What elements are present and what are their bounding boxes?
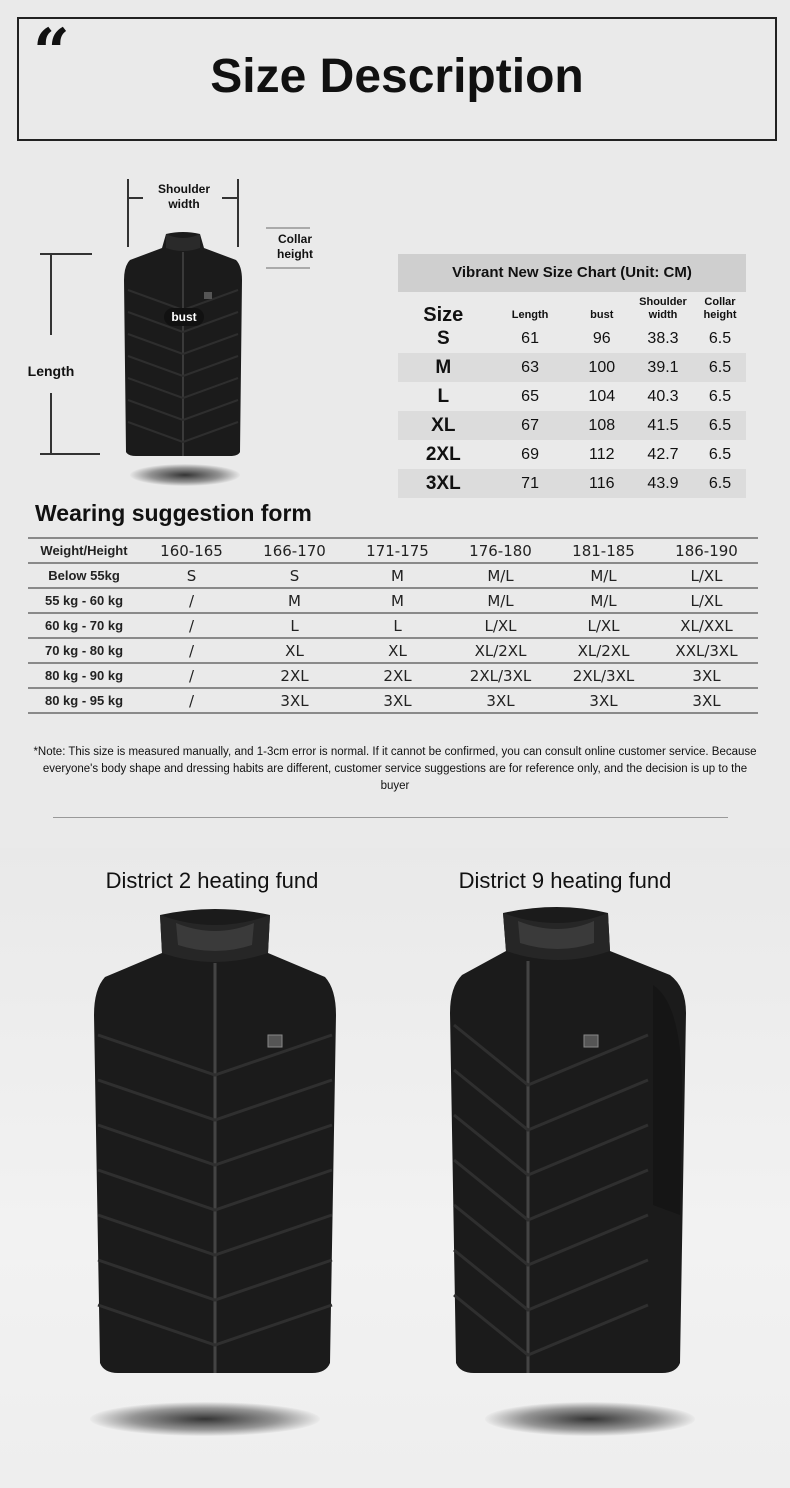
size-chart-cell-length: 61 xyxy=(521,329,539,347)
wearing-row xyxy=(28,588,758,613)
vest-shadow-district-2 xyxy=(90,1402,320,1436)
wearing-title: Wearing suggestion form xyxy=(35,500,312,526)
small-vest-shadow xyxy=(130,464,240,486)
length-top-marker xyxy=(40,253,92,255)
wearing-row xyxy=(28,613,758,638)
size-chart-cell-length: 65 xyxy=(521,387,539,405)
wearing-cell: L/XL xyxy=(655,563,758,588)
wearing-cell: 3XL xyxy=(243,688,346,713)
wearing-row-header: 70 kg - 80 kg xyxy=(28,638,140,663)
size-chart-cell-length: 71 xyxy=(489,469,572,498)
wearing-cell: / xyxy=(140,588,243,613)
size-chart-cell-shoulder: 39.1 xyxy=(632,353,694,382)
page-title: Size Description xyxy=(210,50,584,103)
wearing-cell: L xyxy=(346,613,449,638)
size-chart-cell-shoulder: 41.5 xyxy=(632,411,694,440)
size-chart-table xyxy=(398,296,746,498)
wearing-cell: 160-165 xyxy=(140,538,243,563)
wearing-cell: M xyxy=(346,563,449,588)
wearing-cell: / xyxy=(140,688,243,713)
wearing-cell: XL/2XL xyxy=(449,638,552,663)
wearing-cell: XL/2XL xyxy=(552,638,655,663)
wearing-cell: XL/XXL xyxy=(655,613,758,638)
double-quote-icon: “ xyxy=(33,15,70,90)
wearing-cell: 3XL xyxy=(346,688,449,713)
wearing-cell: / xyxy=(140,638,243,663)
wearing-header-row xyxy=(28,538,758,563)
col-header-bust: bust xyxy=(590,309,614,321)
wearing-row-header: Weight/Height xyxy=(28,538,140,563)
col-header-collar: Collar height xyxy=(703,296,737,321)
wearing-cell: 3XL xyxy=(655,688,758,713)
size-chart-row xyxy=(398,382,746,411)
shoulder-left-tick xyxy=(127,197,143,199)
wearing-cell: 3XL xyxy=(655,663,758,688)
wearing-cell: M/L xyxy=(552,563,655,588)
wearing-cell: L xyxy=(243,613,346,638)
wearing-cell: 2XL/3XL xyxy=(552,663,655,688)
size-chart-cell-collar: 6.5 xyxy=(694,411,746,440)
wearing-cell: 171-175 xyxy=(346,538,449,563)
wearing-cell: S xyxy=(243,563,346,588)
wearing-cell: 2XL xyxy=(346,663,449,688)
wearing-cell: M/L xyxy=(552,588,655,613)
wearing-cell: L/XL xyxy=(552,613,655,638)
size-chart-cell-bust: 104 xyxy=(588,387,616,405)
variant-label-district-9: District 9 heating fund xyxy=(458,868,672,893)
wearing-cell: / xyxy=(140,613,243,638)
size-chart-row xyxy=(398,411,746,440)
wearing-cell: L/XL xyxy=(449,613,552,638)
size-chart-cell-collar: 6.5 xyxy=(708,445,732,463)
length-label: Length xyxy=(27,363,75,379)
section-divider xyxy=(53,817,728,818)
size-chart-cell-size: 2XL xyxy=(425,443,461,465)
wearing-cell: L/XL xyxy=(655,588,758,613)
wearing-cell: 3XL xyxy=(449,688,552,713)
length-line-top xyxy=(50,253,52,335)
size-chart-cell-shoulder: 38.3 xyxy=(647,329,679,347)
size-chart-cell-bust: 100 xyxy=(572,353,632,382)
size-chart-cell-collar: 6.5 xyxy=(708,329,732,347)
wearing-row-header: 80 kg - 95 kg xyxy=(28,688,140,713)
size-chart-cell-bust: 116 xyxy=(572,469,632,498)
size-chart-cell-length: 69 xyxy=(521,445,539,463)
col-header-shoulder: Shoulder width xyxy=(639,296,687,321)
measurement-diagram xyxy=(0,160,390,500)
variant-label-district-2: District 2 heating fund xyxy=(105,868,319,893)
shoulder-right-tick xyxy=(222,197,238,199)
wearing-cell: 176-180 xyxy=(449,538,552,563)
size-chart xyxy=(398,254,746,498)
wearing-row-header: Below 55kg xyxy=(28,563,140,588)
size-chart-cell-collar: 6.5 xyxy=(694,353,746,382)
vest-shadow-district-9 xyxy=(485,1402,695,1436)
size-chart-cell-collar: 6.5 xyxy=(694,469,746,498)
size-chart-cell-size: L xyxy=(437,385,450,407)
title-box xyxy=(17,17,777,141)
wearing-cell: S xyxy=(140,563,243,588)
wearing-cell: M/L xyxy=(449,588,552,613)
wearing-cell: 166-170 xyxy=(243,538,346,563)
wearing-cell: 181-185 xyxy=(552,538,655,563)
wearing-cell: XL xyxy=(346,638,449,663)
wearing-cell: M xyxy=(243,588,346,613)
size-chart-cell-collar: 6.5 xyxy=(708,387,732,405)
size-chart-cell-bust: 112 xyxy=(589,445,615,463)
size-chart-cell-shoulder: 40.3 xyxy=(647,387,679,405)
wearing-cell: M xyxy=(346,588,449,613)
wearing-cell: 3XL xyxy=(552,688,655,713)
wearing-row xyxy=(28,688,758,713)
wearing-cell: 186-190 xyxy=(655,538,758,563)
collar-bottom-marker xyxy=(266,267,310,269)
size-chart-row xyxy=(398,324,746,353)
size-chart-title: Vibrant New Size Chart (Unit: CM) xyxy=(398,254,746,292)
size-chart-cell-size: XL xyxy=(398,411,489,440)
wearing-cell: 2XL xyxy=(243,663,346,688)
wearing-row-header: 55 kg - 60 kg xyxy=(28,588,140,613)
shoulder-width-label: Shoulder width xyxy=(157,182,210,211)
note-text: *Note: This size is measured manually, and 1-3cm error is normal. If it cannot be confirmed, you can consult online customer service. Because everyone's body shape and dressing habits are different, customer service suggestions are for reference only, and the decision is up to the buyer xyxy=(33,746,757,792)
wearing-cell: XL xyxy=(243,638,346,663)
collar-height-label: Collar height xyxy=(277,232,313,261)
size-chart-cell-shoulder: 42.7 xyxy=(647,445,679,463)
wearing-cell: / xyxy=(140,663,243,688)
wearing-row-header: 80 kg - 90 kg xyxy=(28,663,140,688)
col-header-size: Size xyxy=(423,304,464,326)
size-chart-row xyxy=(398,353,746,382)
size-chart-cell-length: 67 xyxy=(489,411,572,440)
size-chart-cell-length: 63 xyxy=(489,353,572,382)
wearing-row xyxy=(28,563,758,588)
size-chart-cell-bust: 108 xyxy=(572,411,632,440)
wearing-table xyxy=(28,537,758,714)
size-chart-cell-shoulder: 43.9 xyxy=(632,469,694,498)
small-vest-image xyxy=(118,230,248,460)
length-line-bottom xyxy=(50,393,52,453)
vest-image-district-9 xyxy=(448,905,690,1375)
wearing-cell: M/L xyxy=(449,563,552,588)
size-chart-cell-size: 3XL xyxy=(398,469,489,498)
size-chart-cell-size: M xyxy=(398,353,489,382)
col-header-length: Length xyxy=(511,309,549,321)
size-chart-cell-size: S xyxy=(436,327,450,349)
size-chart-row xyxy=(398,469,746,498)
wearing-row xyxy=(28,663,758,688)
length-bottom-marker xyxy=(40,453,100,455)
wearing-cell: 2XL/3XL xyxy=(449,663,552,688)
vest-image-district-2 xyxy=(90,905,340,1375)
size-chart-cell-bust: 96 xyxy=(592,329,611,347)
wearing-row xyxy=(28,638,758,663)
bust-label: bust xyxy=(164,308,204,326)
wearing-cell: XXL/3XL xyxy=(655,638,758,663)
wearing-row-header: 60 kg - 70 kg xyxy=(28,613,140,638)
size-chart-row xyxy=(398,440,746,469)
collar-top-marker xyxy=(266,227,310,229)
